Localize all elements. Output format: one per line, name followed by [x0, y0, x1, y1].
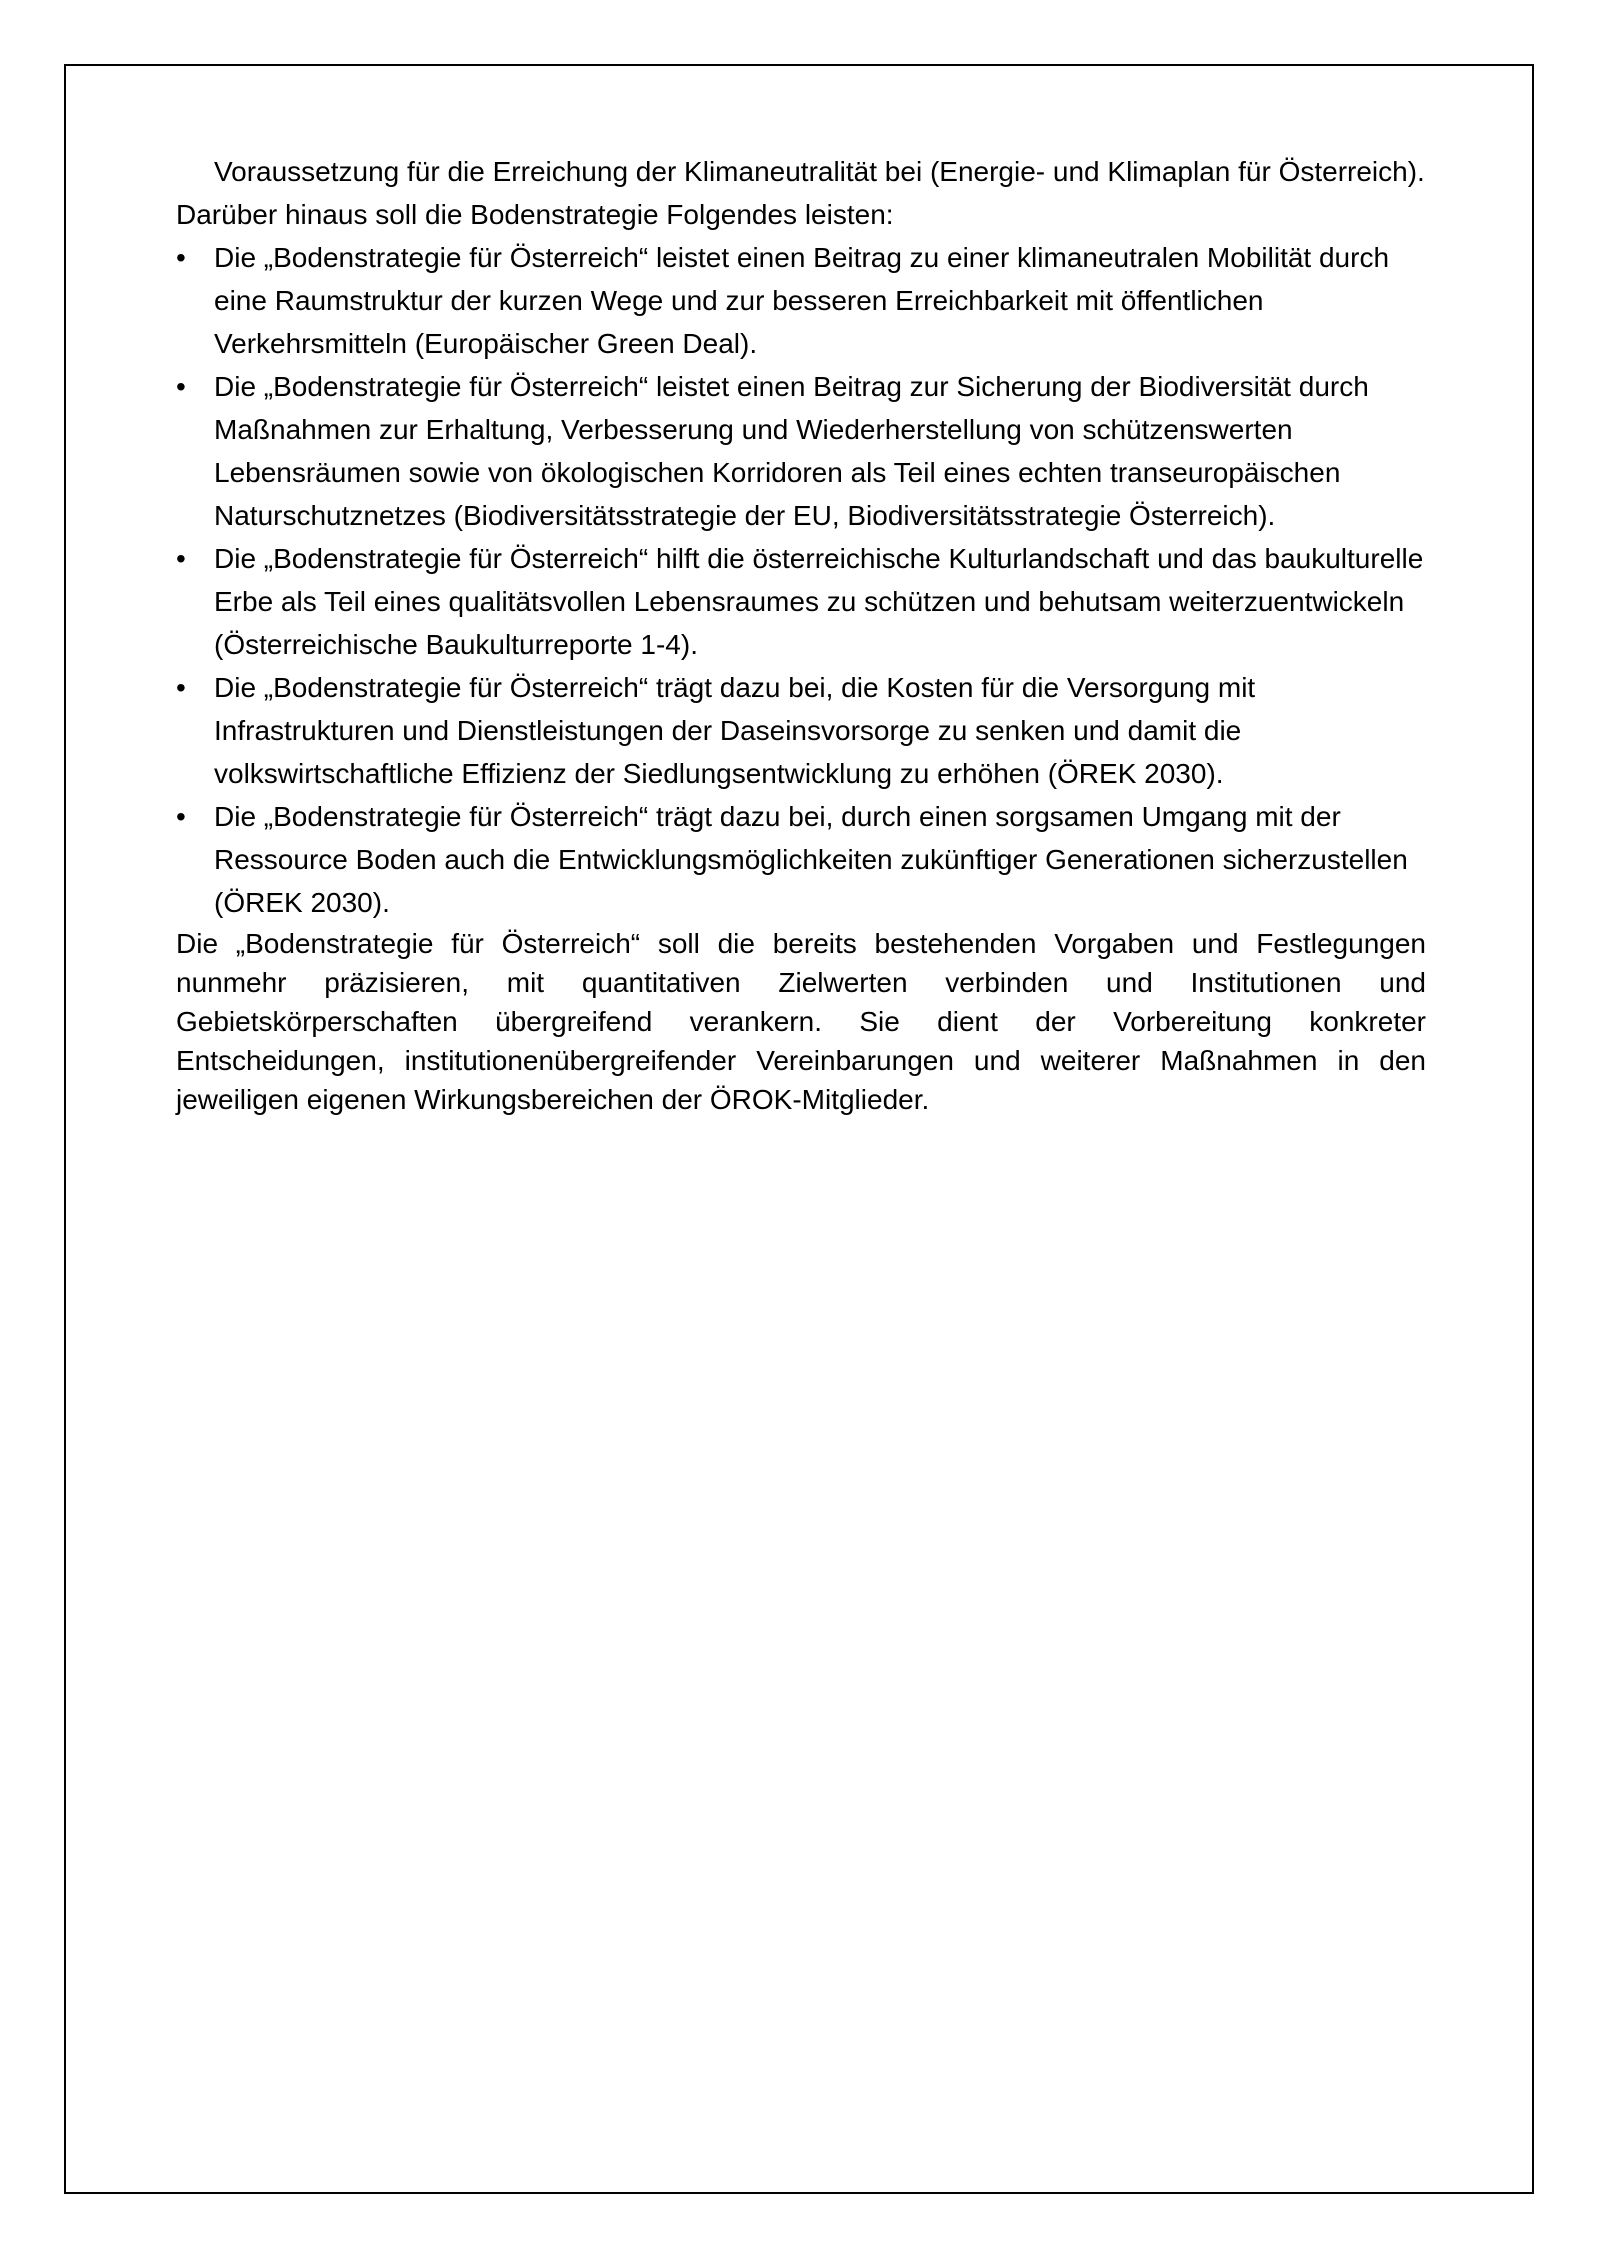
list-item-text: Die „Bodenstrategie für Österreich“ hilft die österreichische Kulturlandschaft und das baukulturelle Erbe als Teil eines qualitätsvollen Lebensraumes zu schützen und behutsam weiterzuentwickeln (Österreichische Baukulturreporte 1-4). [214, 543, 1424, 660]
list-item-text: Die „Bodenstrategie für Österreich“ trägt dazu bei, die Kosten für die Versorgung mit Infrastrukturen und Dienstleistungen der Daseinsvorsorge zu senken und damit die volkswirtschaftliche Effizienz der Siedlungsentwicklung zu erhöhen (ÖREK 2030). [214, 672, 1256, 789]
list-item [176, 365, 1426, 537]
bullet-icon: • [176, 801, 186, 832]
list-item-text: Die „Bodenstrategie für Österreich“ leistet einen Beitrag zu einer klimaneutralen Mobilität durch eine Raumstruktur der kurzen Wege und zur besseren Erreichbarkeit mit öffentlichen Verkehrsmitteln (Europäischer Green Deal). [214, 242, 1390, 359]
list-item [176, 236, 1426, 365]
bullet-icon: • [176, 672, 186, 703]
bullet-icon: • [176, 242, 186, 273]
closing-paragraph: Die „Bodenstrategie für Österreich“ soll die bereits bestehenden Vorgaben und Festlegungen nunmehr präzisieren, mit quantitativen Zielwerten verbinden und Institutionen und Gebietskörperschaften übergreifend verankern. Sie dient der Vorbereitung konkreter Entscheidungen, institutionenübergreifender Vereinbarungen und weiterer Maßnahmen in den jeweiligen eigenen Wirkungsbereichen der ÖROK-Mitglieder. [176, 928, 1426, 1115]
document-body [176, 150, 1426, 1119]
continuation-paragraph: Voraussetzung für die Erreichung der Klimaneutralität bei (Energie- und Klimaplan für Österreich). [214, 156, 1425, 187]
list-item [176, 795, 1426, 924]
intro-paragraph: Darüber hinaus soll die Bodenstrategie Folgendes leisten: [176, 199, 894, 230]
list-item-text: Die „Bodenstrategie für Österreich“ leistet einen Beitrag zur Sicherung der Biodiversität durch Maßnahmen zur Erhaltung, Verbesserung und Wiederherstellung von schützenswerten Lebensräumen sowie von ökologischen Korridoren als Teil eines echten transeuropäischen Naturschutznetzes (Biodiversitätsstrategie der EU, Biodiversitätsstrategie Österreich). [214, 371, 1369, 531]
bullet-icon: • [176, 371, 186, 402]
list-item-text: Die „Bodenstrategie für Österreich“ trägt dazu bei, durch einen sorgsamen Umgang mit der Ressource Boden auch die Entwicklungsmöglichkeiten zukünftiger Generationen sicherzustellen (ÖREK 2030). [214, 801, 1408, 918]
bullet-icon: • [176, 543, 186, 574]
list-item [176, 666, 1426, 795]
goals-list [176, 236, 1426, 924]
list-item [176, 537, 1426, 666]
